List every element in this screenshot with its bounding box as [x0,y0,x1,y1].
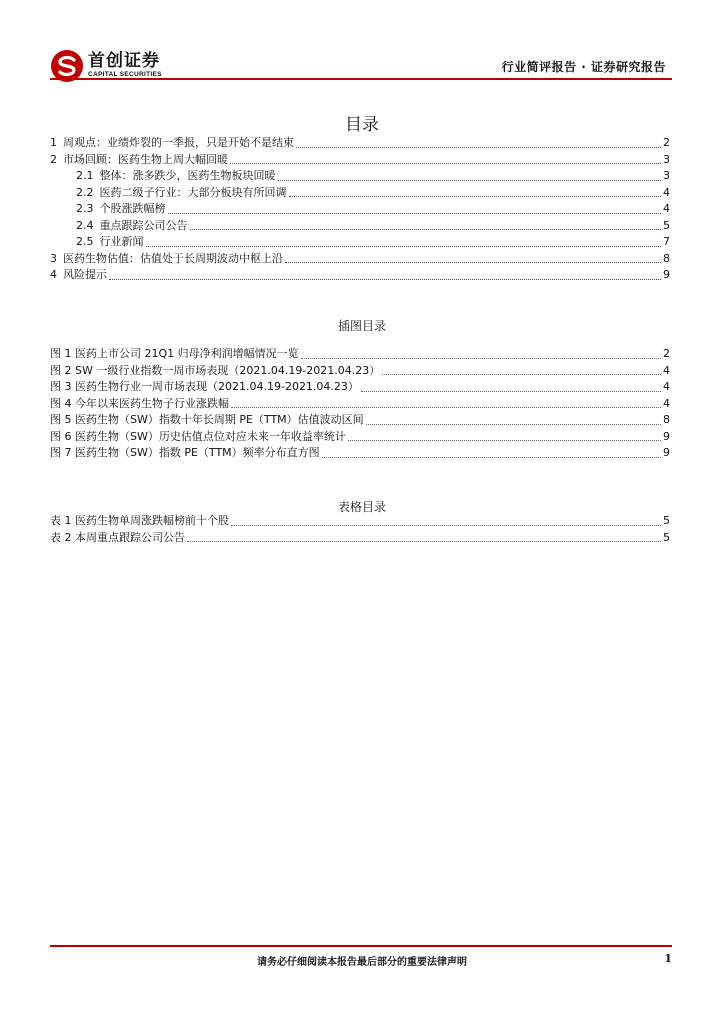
toc-entry-number: 1 [50,136,57,149]
toc-subentry[interactable] [50,234,670,251]
figure-entry-label: 图 3 医药生物行业一周市场表现（2021.04.19-2021.04.23） [50,380,359,393]
toc-entry-label: 个股涨跌幅榜 [99,202,166,215]
toc-entry-label: 周观点：业绩炸裂的一季报，只是开始不是结束 [63,136,294,149]
figure-entry[interactable] [50,412,670,429]
footer-divider [50,945,672,947]
dot-leader [301,357,661,359]
toc-entry-page: 4 [663,202,670,215]
header-divider [50,78,672,80]
figure-entry[interactable] [50,429,670,446]
toc-entry-number: 2.3 [76,202,94,215]
toc-entry-number: 2.5 [76,235,94,248]
figure-entry-page: 8 [663,413,670,426]
dot-leader [168,212,662,214]
figure-entry-page: 9 [663,446,670,459]
toc-entry-page: 4 [663,185,670,199]
toc-entry[interactable] [50,152,670,169]
figure-entry[interactable] [50,363,670,380]
toc-entry-page: 7 [663,235,670,248]
page-number: 1 [664,952,672,965]
page-header [50,46,670,80]
figure-entry-label: 图 6 医药生物（SW）历史估值点位对应未来一年收益率统计 [50,429,346,443]
figure-entry-page: 9 [663,429,670,443]
table-entry[interactable] [50,513,670,530]
tables-list-title: 表格目录 [337,500,386,514]
dot-leader [190,228,662,230]
table-entry-page: 5 [663,514,670,527]
figure-entry-label: 图 5 医药生物（SW）指数十年长周期 PE（TTM）估值波动区间 [50,413,364,426]
dot-leader [382,373,661,375]
toc-entry-label: 整体：涨多跌少，医药生物板块回暖 [99,169,276,182]
toc-subentry[interactable] [50,185,670,202]
toc-entry[interactable] [50,251,670,268]
logo-chinese-name: 首创证券 [88,51,160,72]
toc-entry-label: 行业新闻 [99,235,144,248]
dot-leader [348,439,661,441]
dot-leader [296,146,661,148]
toc-entry-page: 3 [663,169,670,182]
figure-entry[interactable] [50,379,670,396]
table-entry-page: 5 [663,530,670,544]
toc-entry-number: 2.4 [76,218,94,232]
table-of-contents [50,135,670,284]
toc-entry-page: 5 [663,218,670,232]
dot-leader [322,456,661,458]
toc-entry-page: 8 [663,251,670,265]
toc-entry[interactable] [50,135,670,152]
figure-entry[interactable] [50,346,670,363]
dot-leader [285,261,661,263]
table-entry[interactable] [50,530,670,547]
figure-entry-page: 4 [663,380,670,393]
toc-entry-label: 市场回顾：医药生物上周大幅回暖 [63,152,228,166]
dot-leader [146,245,662,247]
toc-entry-label: 风险提示 [63,268,107,281]
figure-entry-label: 图 2 SW 一级行业指数一周市场表现（2021.04.19-2021.04.23） [50,363,381,377]
figure-entry[interactable] [50,396,670,413]
toc-entry-label: 医药生物估值：估值处于长周期波动中枢上沿 [63,251,283,265]
figure-entry-label: 图 1 医药上市公司 21Q1 归母净利润增幅情况一览 [50,347,299,360]
legal-disclaimer: 请务必仔细阅读本报告最后部分的重要法律声明 [257,957,467,968]
toc-entry-label: 重点跟踪公司公告 [99,218,188,232]
dot-leader [231,406,661,408]
dot-leader [187,540,661,542]
toc-entry-number: 2.2 [76,185,94,199]
figures-list-title: 插图目录 [337,319,386,333]
figure-entry-page: 4 [663,396,670,410]
dot-leader [289,195,662,197]
dot-leader [230,162,661,164]
figure-entry-label: 图 4 今年以来医药生物子行业涨跌幅 [50,396,229,410]
list-of-figures [50,346,670,462]
document-type-label: 行业简评报告 · 证券研究报告 [501,60,666,74]
toc-subentry[interactable] [50,218,670,235]
dot-leader [278,179,662,181]
toc-subentry[interactable] [50,168,670,185]
toc-entry-page: 3 [663,152,670,166]
toc-entry-number: 2.1 [76,169,94,182]
table-entry-label: 表 1 医药生物单周涨跌幅榜前十个股 [50,514,229,527]
toc-entry-page: 9 [663,268,670,281]
figure-entry[interactable] [50,445,670,462]
dot-leader [109,278,661,280]
toc-entry-number: 4 [50,268,57,281]
dot-leader [231,524,661,526]
toc-entry-number: 2 [50,152,57,166]
dot-leader [361,390,661,392]
toc-title: 目录 [345,115,379,135]
toc-entry[interactable] [50,267,670,284]
toc-entry-label: 医药二级子行业：大部分板块有所回调 [99,185,287,199]
figure-entry-page: 2 [663,347,670,360]
table-entry-label: 表 2 本周重点跟踪公司公告 [50,530,185,544]
toc-subentry[interactable] [50,201,670,218]
figure-entry-page: 4 [663,363,670,377]
dot-leader [366,423,661,425]
toc-entry-page: 2 [663,136,670,149]
logo-english-name: CAPITAL SECURITIES [88,71,162,79]
toc-entry-number: 3 [50,251,57,265]
figure-entry-label: 图 7 医药生物（SW）指数 PE（TTM）频率分布直方图 [50,446,320,459]
list-of-tables [50,513,670,546]
